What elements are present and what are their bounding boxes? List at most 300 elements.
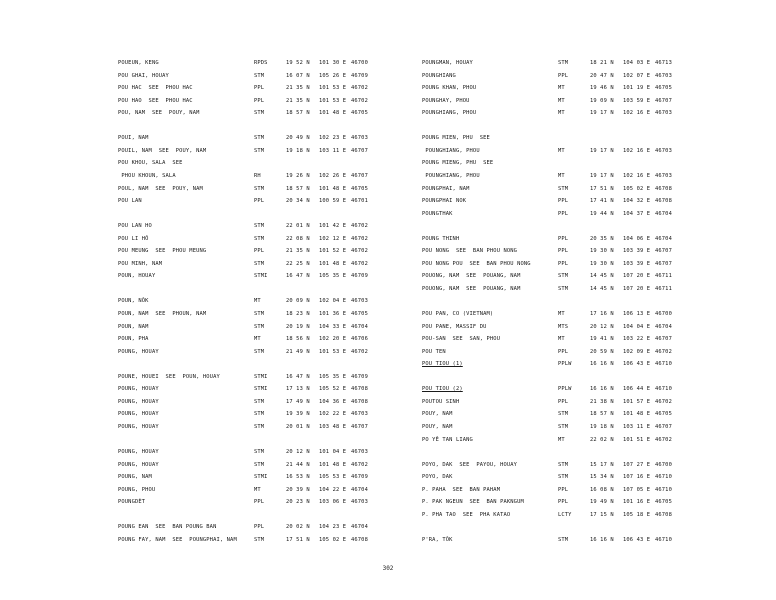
feature-type: RPDS bbox=[254, 60, 268, 66]
place-name: POU GHAI, HOUAY bbox=[118, 72, 169, 79]
feature-type: PPL bbox=[558, 348, 569, 355]
feature-type: STM bbox=[254, 398, 265, 405]
map-code: 46705 bbox=[655, 85, 672, 92]
place-name: POUNG, HOUAY bbox=[118, 386, 159, 393]
latitude: 16 07 N bbox=[286, 72, 310, 79]
longitude: 104 32 E bbox=[623, 198, 651, 205]
latitude: 19 18 N bbox=[286, 147, 310, 154]
map-code: 46709 bbox=[351, 373, 368, 380]
latitude: 20 39 N bbox=[286, 486, 310, 493]
feature-type: PPLW bbox=[558, 361, 572, 368]
latitude: 18 57 N bbox=[590, 411, 614, 418]
feature-type: PPL bbox=[558, 72, 569, 79]
feature-type: STM bbox=[254, 260, 265, 267]
map-code: 46702 bbox=[351, 85, 368, 92]
place-name: POUN, NAM bbox=[118, 323, 149, 330]
feature-type: STM bbox=[558, 285, 569, 292]
longitude: 103 59 E bbox=[623, 97, 651, 104]
latitude: 19 52 N bbox=[286, 60, 310, 66]
map-code: 46710 bbox=[655, 386, 672, 393]
map-code: 46707 bbox=[351, 172, 368, 179]
place-name: P. PAK NGEUN SEE BAN PAKNGUM bbox=[422, 499, 524, 506]
latitude: 20 34 N bbox=[286, 198, 310, 205]
map-code: 46702 bbox=[351, 461, 368, 468]
place-name: POUNGHIANG, PHOU bbox=[422, 110, 477, 117]
latitude: 20 12 N bbox=[590, 323, 614, 330]
latitude: 17 41 N bbox=[590, 198, 614, 205]
place-name: P'RA, TÔK bbox=[422, 536, 453, 543]
map-code: 46702 bbox=[351, 97, 368, 104]
place-name: POUNGHIANG, PHOU bbox=[422, 172, 480, 179]
map-code: 46705 bbox=[351, 110, 368, 117]
longitude: 106 13 E bbox=[623, 311, 651, 317]
latitude: 16 08 N bbox=[590, 486, 614, 493]
place-name: POYO, DAK SEE PAYOU, HOUAY bbox=[422, 461, 518, 468]
longitude: 104 23 E bbox=[319, 524, 347, 531]
longitude: 101 48 E bbox=[623, 411, 651, 418]
place-name: POUNGHAY, PHOU bbox=[422, 97, 470, 104]
map-code: 46705 bbox=[351, 185, 368, 192]
latitude: 21 35 N bbox=[286, 248, 310, 255]
place-name: POU MEUNG SEE PHOU MEUNG bbox=[118, 248, 207, 255]
map-code: 46710 bbox=[655, 536, 672, 543]
map-code: 46707 bbox=[655, 336, 672, 343]
feature-type: STM bbox=[558, 411, 569, 418]
feature-type: STMI bbox=[254, 373, 268, 380]
place-name: POUY, NAM bbox=[422, 423, 453, 430]
longitude: 101 42 E bbox=[319, 223, 347, 230]
feature-type: STMI bbox=[254, 386, 268, 393]
feature-type: PPL bbox=[254, 248, 265, 255]
place-name: POUNG KHAN, PHOU bbox=[422, 85, 477, 92]
map-code: 46703 bbox=[655, 72, 672, 79]
latitude: 16 16 N bbox=[590, 361, 614, 368]
place-name: POUNGHIANG bbox=[422, 72, 456, 79]
feature-type: PPL bbox=[254, 198, 265, 205]
latitude: 19 18 N bbox=[590, 423, 614, 430]
place-name: POUNG, HOUAY bbox=[118, 411, 159, 418]
latitude: 20 12 N bbox=[286, 449, 310, 456]
latitude: 18 21 N bbox=[590, 60, 614, 66]
longitude: 107 20 E bbox=[623, 273, 651, 280]
longitude: 105 35 E bbox=[319, 273, 347, 280]
place-name: POU TIOU (2) bbox=[422, 386, 463, 393]
place-name: POUNGMAN, HOUAY bbox=[422, 60, 473, 66]
longitude: 103 11 E bbox=[623, 423, 651, 430]
map-code: 46709 bbox=[351, 273, 368, 280]
place-name: POUNG, NAM bbox=[118, 474, 152, 481]
longitude: 101 48 E bbox=[319, 461, 347, 468]
longitude: 102 04 E bbox=[319, 298, 347, 305]
longitude: 104 06 E bbox=[623, 235, 651, 242]
place-name: POUY, NAM bbox=[422, 411, 453, 418]
latitude: 16 16 N bbox=[590, 536, 614, 543]
latitude: 19 39 N bbox=[286, 411, 310, 418]
latitude: 21 35 N bbox=[286, 85, 310, 92]
latitude: 14 45 N bbox=[590, 273, 614, 280]
place-name: POU NONG SEE BAN PHOU NONG bbox=[422, 248, 518, 255]
longitude: 101 52 E bbox=[319, 248, 347, 255]
feature-type: MT bbox=[558, 110, 565, 117]
map-code: 46704 bbox=[655, 210, 672, 217]
longitude: 103 22 E bbox=[623, 336, 651, 343]
longitude: 104 04 E bbox=[623, 323, 651, 330]
place-name: POUNGPHAI NOK bbox=[422, 198, 467, 205]
place-name: POU PANE, MASSIF DU bbox=[422, 323, 487, 330]
latitude: 20 09 N bbox=[286, 298, 310, 305]
longitude: 102 22 E bbox=[319, 411, 347, 418]
feature-type: STM bbox=[558, 60, 569, 66]
map-code: 46707 bbox=[351, 423, 368, 430]
latitude: 21 35 N bbox=[286, 97, 310, 104]
feature-type: PPL bbox=[254, 499, 265, 506]
place-name: POUNG, HOUAY bbox=[118, 398, 159, 405]
feature-type: STM bbox=[558, 474, 569, 481]
longitude: 105 53 E bbox=[319, 474, 347, 481]
feature-type: STM bbox=[558, 423, 569, 430]
latitude: 20 35 N bbox=[590, 235, 614, 242]
longitude: 106 43 E bbox=[623, 536, 651, 543]
feature-type: STM bbox=[254, 411, 265, 418]
place-name: POUI, NAM bbox=[118, 135, 149, 142]
map-code: 46705 bbox=[351, 311, 368, 317]
place-name: P. PAHA SEE BAN PAHAM bbox=[422, 486, 501, 493]
feature-type: MT bbox=[254, 486, 261, 493]
place-name: POUN, HOUAY bbox=[118, 273, 156, 280]
longitude: 101 16 E bbox=[623, 499, 651, 506]
longitude: 101 53 E bbox=[319, 85, 347, 92]
map-code: 46708 bbox=[351, 386, 368, 393]
longitude: 100 59 E bbox=[319, 198, 347, 205]
longitude: 102 16 E bbox=[623, 147, 651, 154]
feature-type: PPL bbox=[254, 97, 265, 104]
longitude: 102 12 E bbox=[319, 235, 347, 242]
longitude: 103 39 E bbox=[623, 248, 651, 255]
map-code: 46703 bbox=[655, 172, 672, 179]
map-code: 46702 bbox=[655, 348, 672, 355]
feature-type: PPL bbox=[558, 198, 569, 205]
latitude: 22 01 N bbox=[286, 223, 310, 230]
longitude: 101 53 E bbox=[319, 348, 347, 355]
feature-type: STM bbox=[254, 223, 265, 230]
feature-type: STM bbox=[254, 72, 265, 79]
place-name: POUN, NAM SEE PHOUN, NAM bbox=[118, 311, 207, 317]
longitude: 101 48 E bbox=[319, 110, 347, 117]
longitude: 102 16 E bbox=[623, 110, 651, 117]
map-code: 46703 bbox=[351, 449, 368, 456]
feature-type: STM bbox=[254, 135, 265, 142]
latitude: 20 59 N bbox=[590, 348, 614, 355]
feature-type: STM bbox=[254, 110, 265, 117]
place-name: POUNG, HOUAY bbox=[118, 423, 159, 430]
place-name: POUN, NÔK bbox=[118, 298, 149, 305]
map-code: 46708 bbox=[655, 511, 672, 518]
feature-type: MTS bbox=[558, 323, 569, 330]
feature-type: MT bbox=[558, 336, 565, 343]
map-code: 46703 bbox=[655, 147, 672, 154]
place-name: POUIL, NAM SEE POUY, NAM bbox=[118, 147, 207, 154]
latitude: 17 49 N bbox=[286, 398, 310, 405]
map-code: 46707 bbox=[655, 97, 672, 104]
latitude: 19 26 N bbox=[286, 172, 310, 179]
feature-type: STM bbox=[254, 311, 265, 317]
map-code: 46709 bbox=[351, 72, 368, 79]
feature-type: STM bbox=[254, 423, 265, 430]
latitude: 19 41 N bbox=[590, 336, 614, 343]
page-number: 302 bbox=[382, 565, 394, 572]
map-code: 46702 bbox=[655, 436, 672, 443]
map-code: 46703 bbox=[351, 499, 368, 506]
longitude: 103 06 E bbox=[319, 499, 347, 506]
latitude: 20 19 N bbox=[286, 323, 310, 330]
longitude: 104 37 E bbox=[623, 210, 651, 217]
feature-type: PPL bbox=[558, 260, 569, 267]
map-code: 46700 bbox=[351, 60, 368, 66]
feature-type: PPL bbox=[558, 499, 569, 506]
feature-type: STM bbox=[558, 273, 569, 280]
map-code: 46705 bbox=[655, 411, 672, 418]
longitude: 101 48 E bbox=[319, 260, 347, 267]
longitude: 101 30 E bbox=[319, 60, 347, 66]
feature-type: PPL bbox=[558, 210, 569, 217]
longitude: 102 16 E bbox=[623, 172, 651, 179]
feature-type: STM bbox=[558, 185, 569, 192]
map-code: 46706 bbox=[351, 336, 368, 343]
latitude: 17 51 N bbox=[590, 185, 614, 192]
latitude: 22 25 N bbox=[286, 260, 310, 267]
map-code: 46700 bbox=[655, 311, 672, 317]
map-code: 46703 bbox=[351, 298, 368, 305]
place-name: POU HAC SEE PHOU HAC bbox=[118, 85, 193, 92]
map-code: 46704 bbox=[655, 235, 672, 242]
map-code: 46711 bbox=[655, 273, 672, 280]
place-name: POU LAN bbox=[118, 198, 142, 205]
map-code: 46708 bbox=[351, 536, 368, 543]
feature-type: MT bbox=[254, 336, 261, 343]
latitude: 16 16 N bbox=[590, 386, 614, 393]
feature-type: PPLW bbox=[558, 386, 572, 393]
map-code: 46704 bbox=[351, 323, 368, 330]
map-code: 46703 bbox=[655, 110, 672, 117]
longitude: 101 57 E bbox=[623, 398, 651, 405]
place-name: POUONG, NAM SEE POUANG, NAM bbox=[422, 285, 521, 292]
latitude: 15 34 N bbox=[590, 474, 614, 481]
feature-type: STM bbox=[254, 461, 265, 468]
longitude: 105 02 E bbox=[319, 536, 347, 543]
longitude: 101 19 E bbox=[623, 85, 651, 92]
feature-type: STMI bbox=[254, 474, 268, 481]
place-name: POUNG EAN SEE BAN POUNG BAN bbox=[118, 524, 217, 531]
place-name: POUNG MIEN, PHU SEE bbox=[422, 135, 490, 142]
map-code: 46704 bbox=[351, 524, 368, 531]
latitude: 19 17 N bbox=[590, 172, 614, 179]
latitude: 20 01 N bbox=[286, 423, 310, 430]
map-code: 46704 bbox=[351, 486, 368, 493]
longitude: 101 48 E bbox=[319, 185, 347, 192]
latitude: 19 46 N bbox=[590, 85, 614, 92]
map-code: 46702 bbox=[351, 235, 368, 242]
map-code: 46702 bbox=[351, 223, 368, 230]
map-code: 46710 bbox=[655, 474, 672, 481]
latitude: 19 49 N bbox=[590, 499, 614, 506]
latitude: 17 51 N bbox=[286, 536, 310, 543]
map-code: 46707 bbox=[655, 260, 672, 267]
latitude: 22 02 N bbox=[590, 436, 614, 443]
longitude: 102 09 E bbox=[623, 348, 651, 355]
longitude: 102 23 E bbox=[319, 135, 347, 142]
latitude: 19 17 N bbox=[590, 147, 614, 154]
longitude: 106 44 E bbox=[623, 386, 651, 393]
place-name: POU TEN bbox=[422, 348, 446, 355]
place-name: POUNG, HOUAY bbox=[118, 348, 159, 355]
map-code: 46703 bbox=[351, 411, 368, 418]
latitude: 20 02 N bbox=[286, 524, 310, 531]
map-code: 46702 bbox=[655, 398, 672, 405]
place-name: POUNG, PHOU bbox=[118, 486, 156, 493]
place-name: POU, NAM SEE POUY, NAM bbox=[118, 110, 200, 117]
latitude: 14 45 N bbox=[590, 285, 614, 292]
feature-type: PPL bbox=[558, 486, 569, 493]
map-code: 46705 bbox=[655, 499, 672, 506]
feature-type: PPL bbox=[558, 398, 569, 405]
place-name: POU KHOU, SALA SEE bbox=[118, 160, 183, 167]
place-name: POUEUN, KENG bbox=[118, 60, 159, 66]
map-code: 46707 bbox=[655, 248, 672, 255]
map-code: 46702 bbox=[351, 348, 368, 355]
latitude: 18 57 N bbox=[286, 110, 310, 117]
longitude: 103 11 E bbox=[319, 147, 347, 154]
feature-type: LCTY bbox=[558, 511, 572, 518]
feature-type: STMI bbox=[254, 273, 268, 280]
longitude: 102 20 E bbox=[319, 336, 347, 343]
map-code: 46707 bbox=[655, 423, 672, 430]
longitude: 107 05 E bbox=[623, 486, 651, 493]
feature-type: MT bbox=[558, 97, 565, 104]
latitude: 19 17 N bbox=[590, 110, 614, 117]
longitude: 104 22 E bbox=[319, 486, 347, 493]
latitude: 18 57 N bbox=[286, 185, 310, 192]
place-name: POUL, NAM SEE POUY, NAM bbox=[118, 185, 203, 192]
map-code: 46703 bbox=[351, 135, 368, 142]
map-code: 46713 bbox=[655, 60, 672, 66]
map-code: 46708 bbox=[655, 185, 672, 192]
longitude: 106 43 E bbox=[623, 361, 651, 368]
longitude: 105 18 E bbox=[623, 511, 651, 518]
place-name: POU HAO SEE PHOU HAC bbox=[118, 97, 193, 104]
place-name: POU-SAN SEE SAN, PHOU bbox=[422, 336, 501, 343]
feature-type: STM bbox=[558, 536, 569, 543]
feature-type: PPL bbox=[254, 85, 265, 92]
feature-type: MT bbox=[558, 311, 565, 317]
latitude: 15 17 N bbox=[590, 461, 614, 468]
longitude: 102 26 E bbox=[319, 172, 347, 179]
longitude: 101 36 E bbox=[319, 311, 347, 317]
place-name: POUNG, HOUAY bbox=[118, 461, 159, 468]
latitude: 16 47 N bbox=[286, 373, 310, 380]
place-name: POU TIOU (1) bbox=[422, 361, 463, 368]
feature-type: STM bbox=[254, 449, 265, 456]
latitude: 17 16 N bbox=[590, 311, 614, 317]
feature-type: PPL bbox=[254, 524, 265, 531]
feature-type: STM bbox=[254, 348, 265, 355]
latitude: 17 15 N bbox=[590, 511, 614, 518]
latitude: 21 49 N bbox=[286, 348, 310, 355]
place-name: POU LAN HO bbox=[118, 223, 152, 230]
latitude: 18 56 N bbox=[286, 336, 310, 343]
feature-type: PPL bbox=[558, 235, 569, 242]
map-code: 46702 bbox=[351, 248, 368, 255]
longitude: 103 48 E bbox=[319, 423, 347, 430]
latitude: 19 44 N bbox=[590, 210, 614, 217]
place-name: POUONG, NAM SEE POUANG, NAM bbox=[422, 273, 521, 280]
place-name: POUTOU SINH bbox=[422, 398, 460, 405]
latitude: 21 44 N bbox=[286, 461, 310, 468]
latitude: 22 08 N bbox=[286, 235, 310, 242]
latitude: 16 53 N bbox=[286, 474, 310, 481]
longitude: 104 03 E bbox=[623, 60, 651, 66]
latitude: 17 13 N bbox=[286, 386, 310, 393]
place-name: PO YÊ TAN LIANG bbox=[422, 436, 473, 443]
longitude: 104 33 E bbox=[319, 323, 347, 330]
feature-type: STM bbox=[254, 185, 265, 192]
map-code: 46700 bbox=[655, 461, 672, 468]
longitude: 105 26 E bbox=[319, 72, 347, 79]
feature-type: STM bbox=[558, 461, 569, 468]
feature-type: MT bbox=[558, 85, 565, 92]
longitude: 103 39 E bbox=[623, 260, 651, 267]
longitude: 105 02 E bbox=[623, 185, 651, 192]
place-name: POUNG MIENG, PHU SEE bbox=[422, 160, 494, 167]
place-name: POUNGPHAI, NAM bbox=[422, 185, 470, 192]
map-code: 46702 bbox=[351, 260, 368, 267]
latitude: 19 30 N bbox=[590, 260, 614, 267]
longitude: 107 27 E bbox=[623, 461, 651, 468]
place-name: POYO, DAK bbox=[422, 474, 453, 481]
feature-type: MT bbox=[558, 172, 565, 179]
map-code: 46701 bbox=[351, 198, 368, 205]
place-name: POUNGHIANG, PHOU bbox=[422, 147, 480, 154]
map-code: 46709 bbox=[351, 474, 368, 481]
longitude: 102 07 E bbox=[623, 72, 651, 79]
longitude: 101 53 E bbox=[319, 97, 347, 104]
feature-type: RH bbox=[254, 172, 261, 179]
place-name: PHOU KHOUN, SALA bbox=[118, 172, 176, 179]
place-name: POU MINH, NAM bbox=[118, 260, 163, 267]
place-name: POU PAN, CO (VIETNAM) bbox=[422, 311, 494, 317]
feature-type: PPL bbox=[558, 248, 569, 255]
longitude: 101 51 E bbox=[623, 436, 651, 443]
latitude: 18 23 N bbox=[286, 311, 310, 317]
latitude: 21 38 N bbox=[590, 398, 614, 405]
feature-type: MT bbox=[254, 298, 261, 305]
map-code: 46708 bbox=[351, 398, 368, 405]
place-name: POUNG FAY, NAM SEE POUNGPHAI, NAM bbox=[118, 536, 237, 543]
place-name: POUNG, HOUAY bbox=[118, 449, 159, 456]
longitude: 105 52 E bbox=[319, 386, 347, 393]
map-code: 46710 bbox=[655, 361, 672, 368]
feature-type: STM bbox=[254, 536, 265, 543]
feature-type: MT bbox=[558, 436, 565, 443]
latitude: 20 49 N bbox=[286, 135, 310, 142]
place-name: P. PHA TAO SEE PHA KATAO bbox=[422, 511, 511, 518]
feature-type: STM bbox=[254, 323, 265, 330]
latitude: 16 47 N bbox=[286, 273, 310, 280]
place-name: POU LI HÔ bbox=[118, 235, 149, 242]
feature-type: STM bbox=[254, 235, 265, 242]
longitude: 101 04 E bbox=[319, 449, 347, 456]
place-name: POUNGTHAK bbox=[422, 210, 453, 217]
feature-type: STM bbox=[254, 147, 265, 154]
